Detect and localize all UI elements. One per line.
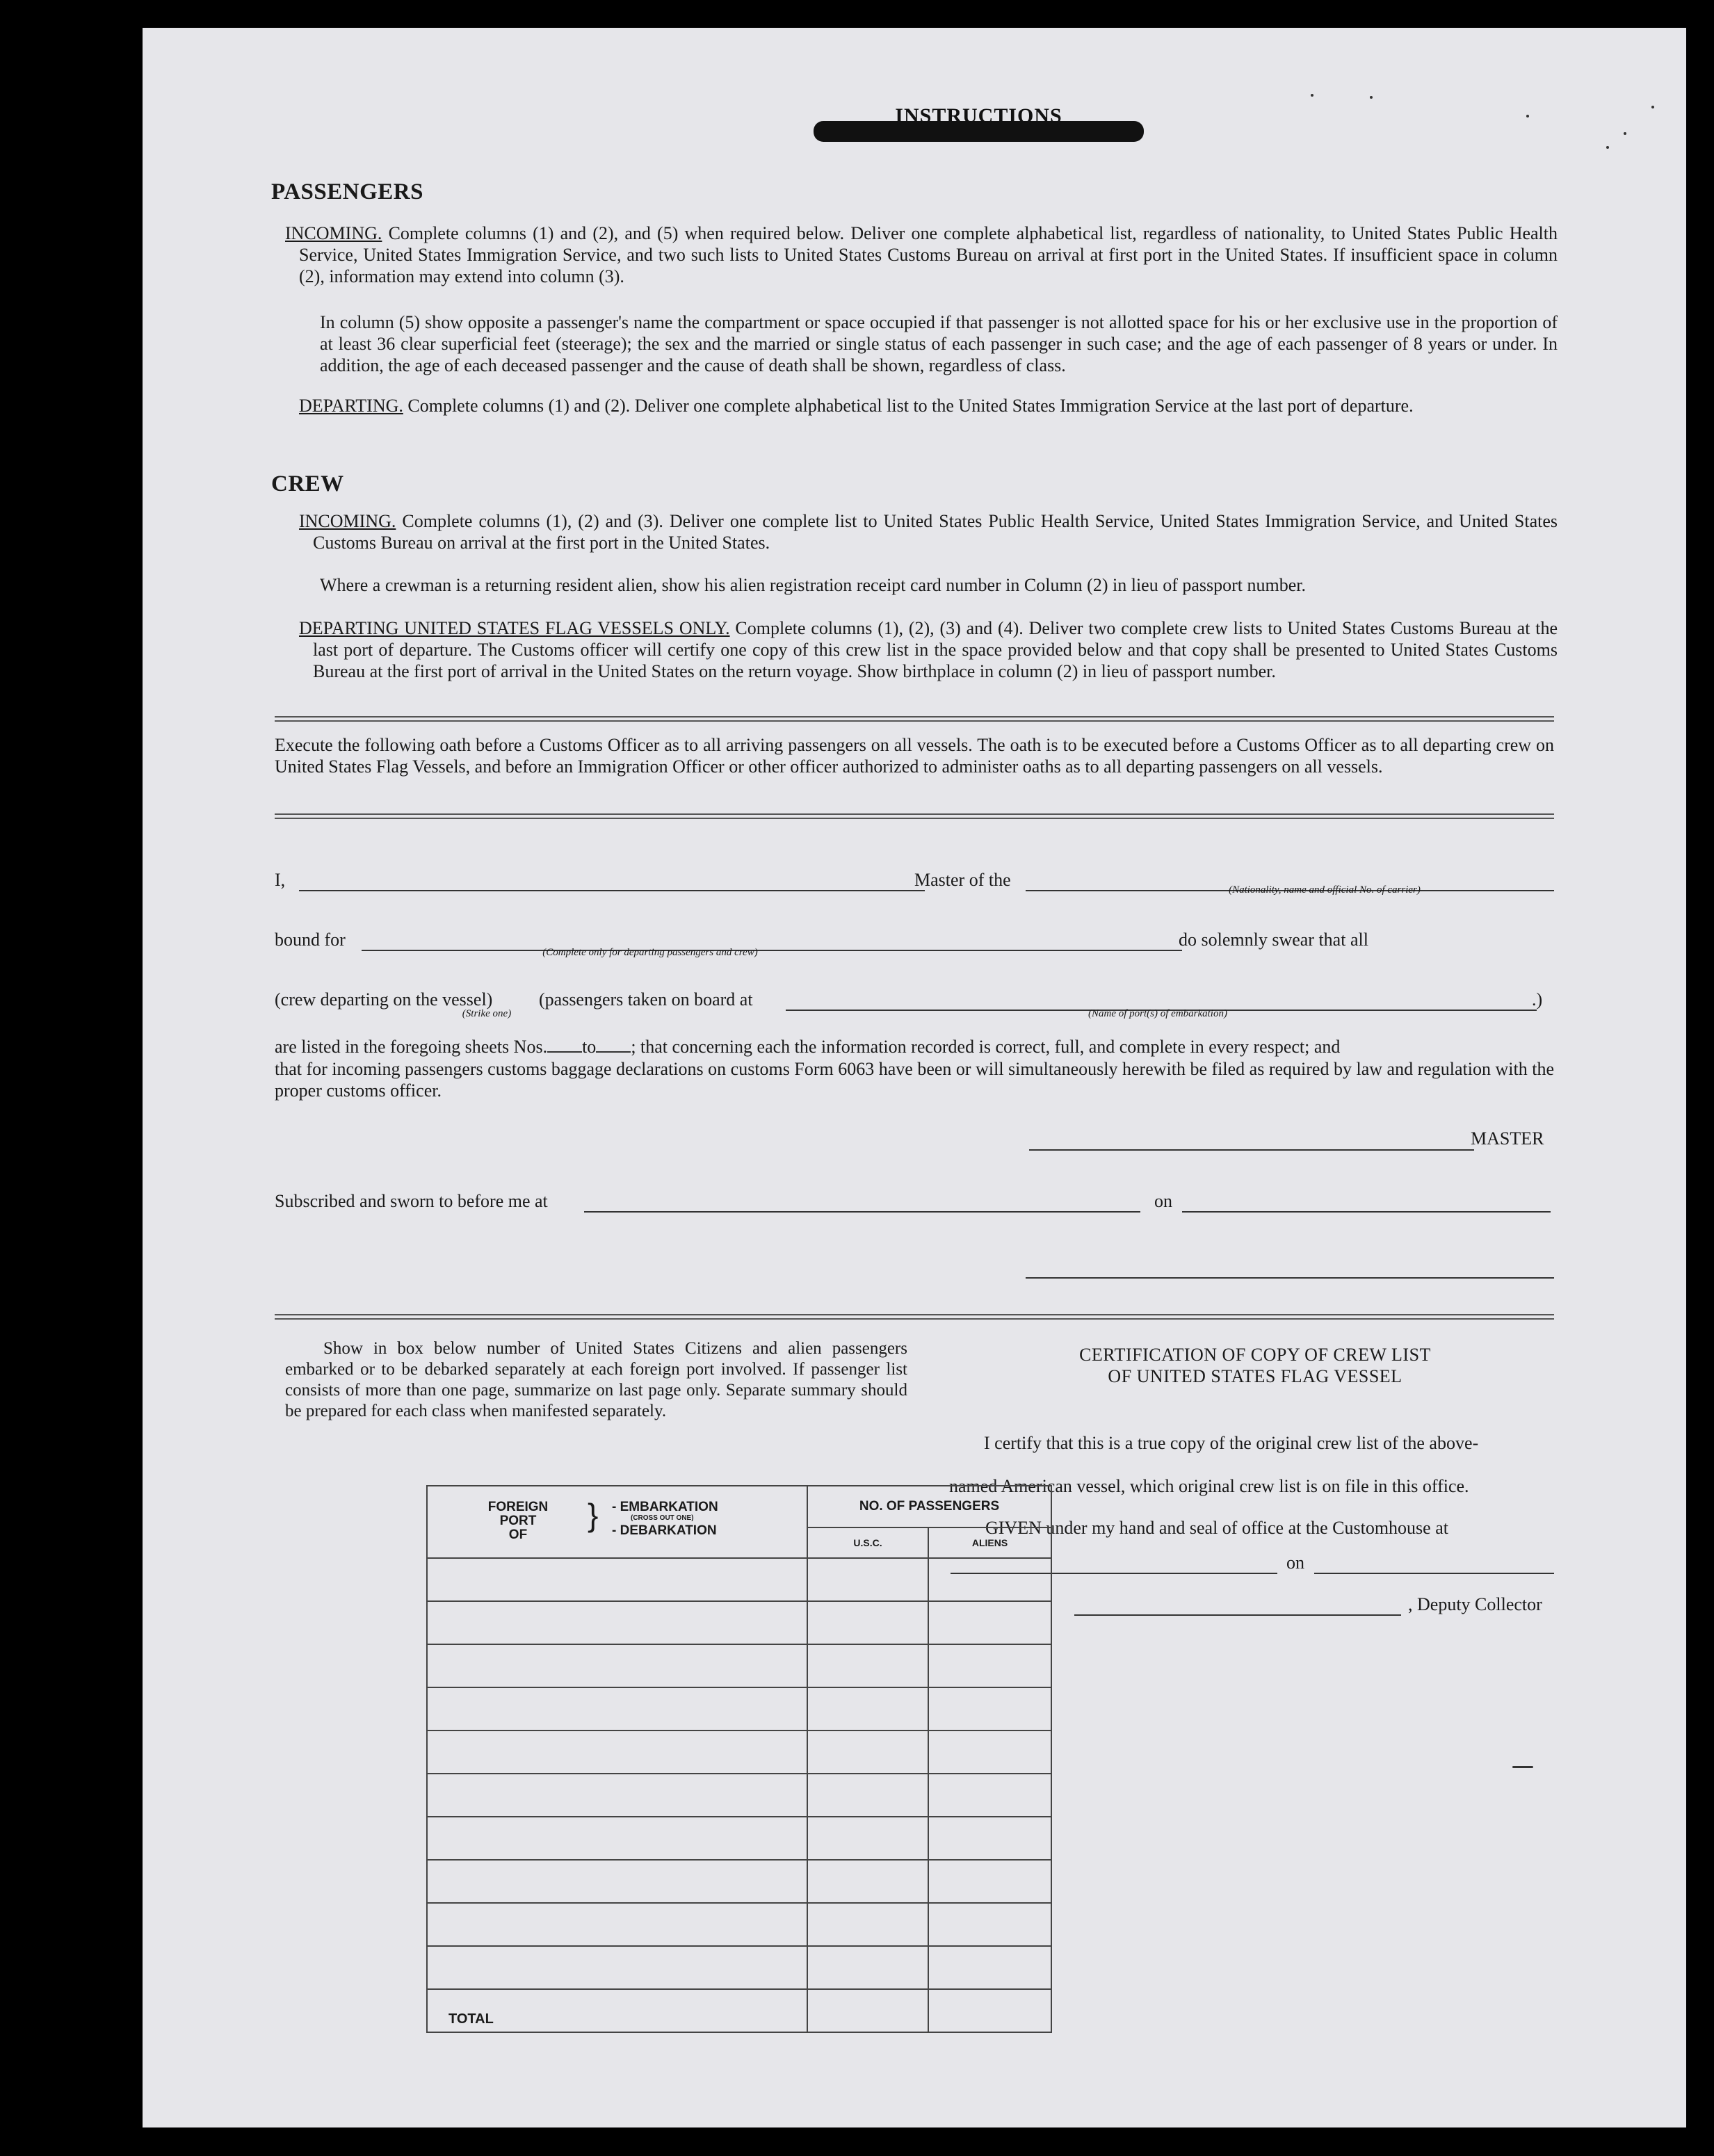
on-label: on — [1154, 1191, 1172, 1211]
listed-line — [275, 1036, 1554, 1057]
sheet-to-field[interactable] — [596, 1051, 631, 1053]
total-label: TOTAL — [427, 1989, 807, 2032]
aliens-cell[interactable] — [928, 1687, 1051, 1731]
total-row[interactable] — [427, 1989, 1051, 2032]
crew-departing — [299, 617, 1558, 682]
table-row[interactable] — [427, 1774, 1051, 1817]
passengers-heading: PASSENGERS — [271, 179, 423, 204]
certification-title-line2: OF UNITED STATES FLAG VESSEL — [1108, 1366, 1402, 1386]
passengers-taken-option[interactable]: (passengers taken on board at — [539, 989, 753, 1010]
scan-speck — [1606, 146, 1609, 149]
port-header — [427, 1486, 807, 1558]
debarkation-label[interactable]: - DEBARKATION — [612, 1523, 717, 1538]
passengers-incoming — [285, 222, 1558, 287]
usc-cell[interactable] — [807, 1817, 928, 1860]
sworn-place-field[interactable] — [584, 1211, 1140, 1213]
usc-cell[interactable] — [807, 1860, 928, 1903]
port-cell[interactable] — [427, 1817, 807, 1860]
scan-speck — [1311, 94, 1313, 97]
master-signature-field[interactable] — [1029, 1149, 1474, 1151]
crew-departing-option[interactable]: (crew departing on the vessel) — [275, 989, 493, 1010]
scan-speck — [1526, 115, 1529, 117]
crew-incoming — [299, 510, 1558, 553]
passengers-departing-text: Complete columns (1) and (2). Deliver one complete alphabetical list to the United States Immigration Service at the last port of departure. — [407, 396, 1414, 416]
table-row[interactable] — [427, 1731, 1051, 1774]
no-passengers-header: NO. OF PASSENGERS — [807, 1486, 1051, 1527]
port-cell[interactable] — [427, 1946, 807, 1989]
crew-departing-label: DEPARTING UNITED STATES FLAG VESSELS ONLY. — [299, 618, 730, 638]
instructions-title-text: INSTRUCTIONS — [895, 104, 1062, 127]
divider — [275, 818, 1554, 819]
crew-resident: Where a crewman is a returning resident alien, show his alien registration receipt card number in Column (2) in lieu of passport number. — [320, 575, 1307, 595]
port-cell[interactable] — [427, 1774, 807, 1817]
passengers-column5: In column (5) show opposite a passenger's name the compartment or space occupied if that passenger is not allotted space for his or her exclusive use in the proportion of at least 36 clear superficial feet (steerage); the sex and the married or single status of each passenger in such case; and the age of each passenger of 8 years or under. In addition, the age of each deceased passenger and the cause of death shall be shown, regardless of class. — [320, 312, 1558, 375]
sheet-from-field[interactable] — [547, 1051, 582, 1053]
instructions-title — [814, 104, 1144, 153]
divider — [275, 813, 1554, 815]
usc-cell[interactable] — [807, 1558, 928, 1601]
close-paren: .) — [1532, 989, 1543, 1010]
port-cell[interactable] — [427, 1860, 807, 1903]
usc-total-cell[interactable] — [807, 1989, 928, 2032]
summary-text: Show in box below number of United States Citizens and alien passengers embarked or to be debarked separately at each foreign port involved. If passenger list consists of more than one page, summarize on last page only. Separate summary should be prepared for each class when manifested separately. — [285, 1339, 907, 1420]
deputy-signature-field[interactable] — [1074, 1614, 1401, 1616]
table-row[interactable] — [427, 1687, 1051, 1731]
master-name-field[interactable] — [299, 890, 925, 891]
passengers-incoming-text: Complete columns (1) and (2), and (5) when required below. Deliver one complete alphabetical list, regardless of nationality, to United States Public Health Service, United States Immigration Service, and two such lists to United States Customs Bureau on arrival at first port in the United States. If insufficient space in column (2), information may extend into column (3). — [299, 223, 1558, 286]
table-row[interactable] — [427, 1558, 1051, 1601]
crew-departing-text: Complete columns (1), (2), (3) and (4). Deliver two complete crew lists to United States Customs Bureau at the last port of departure. The Customs officer will certify one copy of this crew list in the space provided below and that copy shall be presented to United States Customs Bureau at the first port of arrival in the United States on the return voyage. Show birthplace in column (2) in lieu of passport number. — [313, 618, 1558, 681]
crew-heading: CREW — [271, 471, 344, 496]
aliens-cell[interactable] — [928, 1817, 1051, 1860]
ports-hint: (Name of port(s) of embarkation) — [1088, 1008, 1227, 1019]
certification-title — [956, 1344, 1554, 1387]
cert-on-label: on — [1286, 1553, 1304, 1573]
usc-header: U.S.C. — [807, 1527, 928, 1558]
crew-incoming-text: Complete columns (1), (2) and (3). Deliver one complete list to United States Public Health Service, United States Immigration Service, and United States Customs Bureau on arrival at the first port in the United States. — [313, 511, 1558, 553]
strike-one-hint: (Strike one) — [462, 1008, 512, 1019]
port-cell[interactable] — [427, 1903, 807, 1946]
oath-i: I, — [275, 870, 286, 890]
foreign-port-of — [469, 1500, 567, 1542]
aliens-total-cell[interactable] — [928, 1989, 1051, 2032]
table-row[interactable] — [427, 1644, 1051, 1687]
port-cell[interactable] — [427, 1601, 807, 1644]
given-line: GIVEN under my hand and seal of office at the Customhouse at — [985, 1518, 1448, 1538]
table-row[interactable] — [427, 1860, 1051, 1903]
usc-cell[interactable] — [807, 1687, 928, 1731]
brace-icon: } — [588, 1497, 599, 1533]
certification-title-line1: CERTIFICATION OF COPY OF CREW LIST — [1079, 1345, 1431, 1365]
scan-speck — [1651, 106, 1654, 108]
aliens-cell[interactable] — [928, 1860, 1051, 1903]
certify-line-a: I certify that this is a true copy of the original crew list of the above- — [984, 1433, 1479, 1453]
table-row[interactable] — [427, 1817, 1051, 1860]
usc-cell[interactable] — [807, 1644, 928, 1687]
listed-a: are listed in the foregoing sheets Nos. — [275, 1037, 548, 1057]
scan-mark — [1512, 1766, 1533, 1768]
aliens-cell[interactable] — [928, 1644, 1051, 1687]
aliens-cell[interactable] — [928, 1558, 1051, 1601]
form-page — [143, 28, 1686, 2127]
oath-instructions: Execute the following oath before a Customs Officer as to all arriving passengers on all vessels. The oath is to be executed before a Customs Officer as to all departing crew on United States Flag Vessels, and before an Immigration Officer or other officer authorized to administer oaths as to all departing passengers on all vessels. — [275, 735, 1554, 777]
aliens-cell[interactable] — [928, 1946, 1051, 1989]
usc-cell[interactable] — [807, 1903, 928, 1946]
embarkation-label[interactable]: - EMBARKATION — [612, 1500, 718, 1514]
passengers-departing — [299, 395, 1558, 416]
certify-line-b: named American vessel, which original crew list is on file in this office. — [949, 1476, 1469, 1496]
listed-rest: that for incoming passengers customs baggage declarations on customs Form 6063 have been or will simultaneously herewith be filed as required by law and regulation with the proper customs officer. — [275, 1059, 1554, 1101]
passengers-incoming-label: INCOMING. — [285, 223, 382, 243]
divider — [275, 716, 1554, 718]
officer-signature-field[interactable] — [1026, 1277, 1554, 1279]
cert-date-field[interactable] — [1314, 1573, 1554, 1574]
divider — [275, 1318, 1554, 1320]
master-of-the: Master of the — [914, 870, 1011, 890]
listed-to: to — [582, 1037, 597, 1057]
usc-cell[interactable] — [807, 1946, 928, 1989]
table-row[interactable] — [427, 1946, 1051, 1989]
bound-hint: (Complete only for departing passengers and crew) — [542, 947, 758, 958]
scan-speck — [1370, 96, 1373, 99]
master-label: MASTER — [1471, 1128, 1544, 1149]
usc-cell[interactable] — [807, 1601, 928, 1644]
of-label: OF — [508, 1527, 528, 1542]
aliens-cell[interactable] — [928, 1774, 1051, 1817]
aliens-cell[interactable] — [928, 1601, 1051, 1644]
port-cell[interactable] — [427, 1558, 807, 1601]
swear-text: do solemnly swear that all — [1179, 930, 1368, 950]
listed-b: ; that concerning each the information recorded is correct, full, and complete in every respect; and — [631, 1037, 1341, 1057]
nationality-hint: (Nationality, name and official No. of carrier) — [1229, 884, 1421, 895]
passengers-departing-label: DEPARTING. — [299, 396, 403, 416]
usc-cell[interactable] — [807, 1774, 928, 1817]
port-cell[interactable] — [427, 1687, 807, 1731]
aliens-cell[interactable] — [928, 1903, 1051, 1946]
cross-out-label: (CROSS OUT ONE) — [631, 1514, 694, 1522]
table-row[interactable] — [427, 1903, 1051, 1946]
divider — [275, 1314, 1554, 1315]
aliens-header: ALIENS — [928, 1527, 1051, 1558]
port-cell[interactable] — [427, 1644, 807, 1687]
bound-for: bound for — [275, 930, 346, 950]
passenger-summary-table — [426, 1485, 1052, 2033]
aliens-cell[interactable] — [928, 1731, 1051, 1774]
port-label: PORT — [499, 1514, 537, 1528]
port-cell[interactable] — [427, 1731, 807, 1774]
subscribed-text: Subscribed and sworn to before me at — [275, 1191, 548, 1211]
sworn-date-field[interactable] — [1182, 1211, 1551, 1213]
divider — [275, 720, 1554, 722]
foreign-label: FOREIGN — [487, 1500, 549, 1514]
usc-cell[interactable] — [807, 1731, 928, 1774]
crew-incoming-label: INCOMING. — [299, 511, 396, 531]
scan-speck — [1624, 132, 1626, 135]
deputy-collector-label: , Deputy Collector — [1408, 1594, 1542, 1614]
table-row[interactable] — [427, 1601, 1051, 1644]
